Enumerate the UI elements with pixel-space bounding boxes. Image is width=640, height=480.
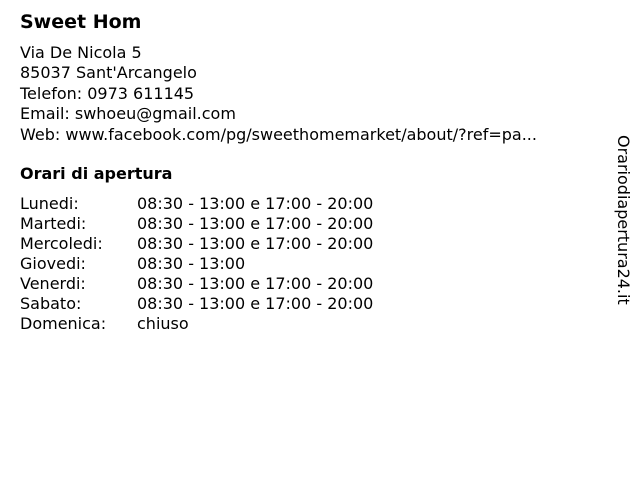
site-watermark: Orariodiapertura24.it xyxy=(614,135,633,305)
hours-day: Venerdi: xyxy=(20,274,86,293)
hours-day: Giovedi: xyxy=(20,254,86,273)
hours-time: 08:30 - 13:00 e 17:00 - 20:00 xyxy=(137,214,374,233)
address-city: 85037 Sant'Arcangelo xyxy=(20,63,197,83)
hours-time: 08:30 - 13:00 e 17:00 - 20:00 xyxy=(137,194,374,213)
contact-info xyxy=(20,43,537,145)
hours-day: Sabato: xyxy=(20,294,82,313)
hours-time: 08:30 - 13:00 e 17:00 - 20:00 xyxy=(137,294,374,313)
address-street: Via De Nicola 5 xyxy=(20,43,142,62)
email-address: Email: swhoeu@gmail.com xyxy=(20,104,236,124)
hours-day: Mercoledi: xyxy=(20,234,103,253)
hours-day: Lunedi: xyxy=(20,194,79,213)
hours-time: 08:30 - 13:00 e 17:00 - 20:00 xyxy=(137,274,374,293)
hours-time: chiuso xyxy=(137,314,189,333)
opening-hours-heading: Orari di apertura xyxy=(20,164,173,183)
business-name: Sweet Hom xyxy=(20,11,142,33)
phone-number: Telefon: 0973 611145 xyxy=(20,83,195,103)
hours-day: Domenica: xyxy=(20,314,107,333)
hours-time: 08:30 - 13:00 xyxy=(137,254,246,273)
website-url: Web: www.facebook.com/pg/sweethomemarket/about/?ref=pa... xyxy=(20,124,537,144)
hours-day: Martedi: xyxy=(20,214,87,233)
hours-time: 08:30 - 13:00 e 17:00 - 20:00 xyxy=(137,234,374,253)
